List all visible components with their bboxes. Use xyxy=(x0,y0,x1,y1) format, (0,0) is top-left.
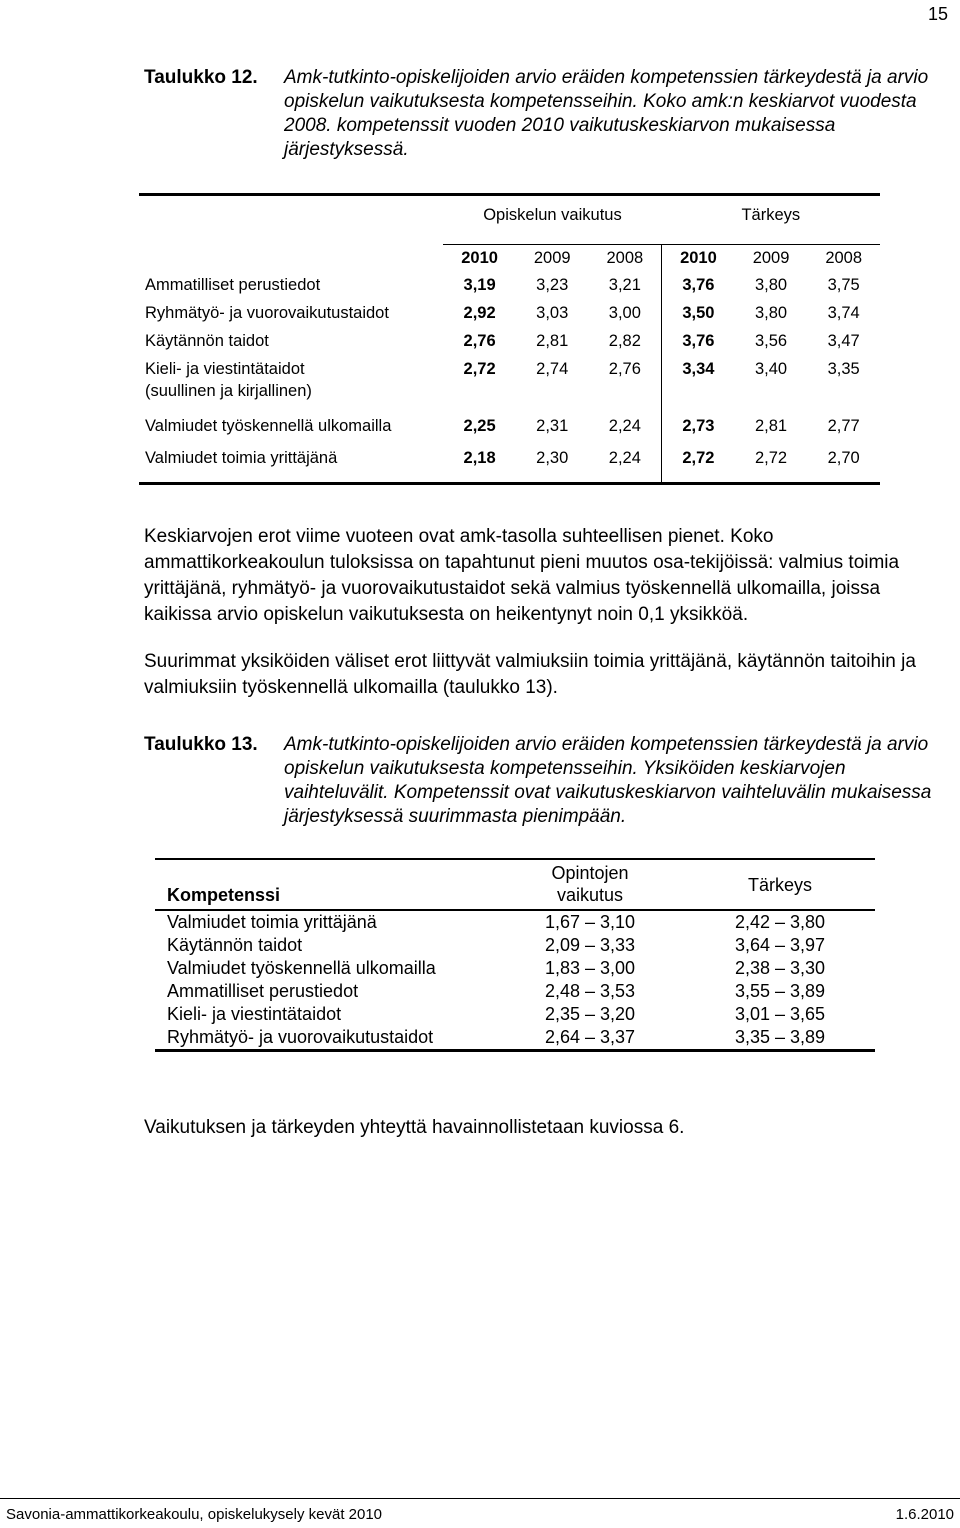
competence-range-table-13 xyxy=(155,858,875,1052)
header-line: Opintojen xyxy=(551,863,629,883)
importance-range: 3,64 – 3,97 xyxy=(734,935,826,955)
competence-table-12 xyxy=(139,193,880,485)
table12-year-header: 2010 xyxy=(443,245,516,272)
table12-year-row xyxy=(139,245,880,272)
importance-range: 3,01 – 3,65 xyxy=(734,1004,826,1024)
value-cell: 3,34 xyxy=(662,355,735,412)
table-row xyxy=(139,299,880,327)
table-row xyxy=(155,980,875,1003)
value-cell: 2,76 xyxy=(463,331,496,350)
table13-caption xyxy=(144,733,934,829)
value-cell: 3,76 xyxy=(662,327,735,355)
value-cell: 2,24 xyxy=(608,448,641,467)
table-row xyxy=(139,355,880,412)
value-cell: 3,50 xyxy=(662,299,735,327)
body-paragraph: Keskiarvojen erot viime vuoteen ovat amk-tasolla suhteellisen pienet. Koko ammattikorkeakoulun tuloksissa on tapahtunut pieni muutos osa-tekijöissä: valmius toimia yrittäjänä, ryhmätyö- ja vuorovaikutustaidot sekä valmius työskennellä ulkomailla, joissa kaikissa arvio opiskelun vaikutuksesta on heikentynyt noin 0,1 yksikköä. xyxy=(144,526,900,625)
value-cell: 3,00 xyxy=(608,303,641,322)
table12-year-header: 2008 xyxy=(807,245,880,272)
value-cell: 2,24 xyxy=(608,416,641,435)
impact-range: 1,83 – 3,00 xyxy=(544,958,636,978)
value-cell: 2,74 xyxy=(536,360,569,378)
table-row xyxy=(155,934,875,957)
row-label: Valmiudet toimia yrittäjänä xyxy=(145,448,338,467)
value-cell: 3,75 xyxy=(827,275,860,294)
value-cell: 2,82 xyxy=(608,331,641,350)
table12-year-header: 2010 xyxy=(662,245,735,272)
table13-caption-label: Taulukko 13. xyxy=(144,734,258,755)
table-row xyxy=(155,910,875,934)
table13-header-row xyxy=(155,859,875,910)
row-label: Käytännön taidot xyxy=(167,935,303,955)
row-label-line: (suullinen ja kirjallinen) xyxy=(145,382,312,400)
row-label: Valmiudet toimia yrittäjänä xyxy=(167,912,377,932)
value-cell: 2,76 xyxy=(608,360,641,378)
value-cell: 2,72 xyxy=(463,360,496,378)
value-cell: 3,80 xyxy=(754,275,788,294)
row-label-line: Kieli- ja viestintätaidot xyxy=(145,360,305,378)
value-cell: 2,92 xyxy=(463,303,496,322)
value-cell: 2,77 xyxy=(827,416,860,435)
table12-year-header: 2009 xyxy=(516,245,589,272)
table12-group-header-importance: Tärkeys xyxy=(741,205,801,224)
row-label: Ammatilliset perustiedot xyxy=(145,275,321,294)
table13-caption-text: Amk-tutkinto-opiskelijoiden arvio eräiden kompetenssien tärkeydestä ja arvio opiskelun vaikutuksesta kompetensseihin. Yksiköiden keskiarvojen vaihteluvälit. Kompetenssit ovat vaikutuskeskiarvon vaihteluvälin mukaisessa järjestyksessä suurimmasta pienimpään. xyxy=(284,734,932,827)
value-cell: 2,81 xyxy=(536,331,569,350)
value-cell: 3,21 xyxy=(608,275,641,294)
footer-divider xyxy=(0,1498,960,1499)
row-label: Käytännön taidot xyxy=(145,331,269,350)
table13-header-impact xyxy=(495,859,685,910)
impact-range: 2,48 – 3,53 xyxy=(544,981,636,1001)
value-cell: 3,56 xyxy=(754,331,788,350)
table12-group-header-impact: Opiskelun vaikutus xyxy=(483,205,622,224)
table13-header-competence: Kompetenssi xyxy=(155,859,495,910)
footer-date: 1.6.2010 xyxy=(895,1506,954,1523)
value-cell: 2,18 xyxy=(463,448,496,467)
value-cell: 3,19 xyxy=(463,275,496,294)
value-cell: 2,72 xyxy=(662,440,735,484)
importance-range: 2,42 – 3,80 xyxy=(734,912,826,932)
value-cell: 3,76 xyxy=(662,271,735,299)
row-label: Ryhmätyö- ja vuorovaikutustaidot xyxy=(145,303,389,322)
body-paragraph: Vaikutuksen ja tärkeyden yhteyttä havainnollistetaan kuviossa 6. xyxy=(144,1117,685,1138)
value-cell: 3,74 xyxy=(827,303,860,322)
table-row xyxy=(155,1003,875,1026)
table12-caption-text: Amk-tutkinto-opiskelijoiden arvio eräiden kompetenssien tärkeydestä ja arvio opiskelun vaikutuksesta kompetensseihin. Koko amk:n keskiarvot vuodesta 2008. kompetenssit vuoden 2010 vaikutuskeskiarvon mukaisessa järjestyksessä. xyxy=(284,67,929,160)
value-cell: 3,35 xyxy=(827,360,860,378)
footer-organization: Savonia-ammattikorkeakoulu, opiskelukysely kevät 2010 xyxy=(6,1506,383,1523)
table12-year-header: 2008 xyxy=(589,245,662,272)
table-row xyxy=(139,412,880,440)
table-row xyxy=(139,327,880,355)
value-cell: 3,80 xyxy=(754,303,788,322)
value-cell: 3,23 xyxy=(536,275,569,294)
table12-spacer-row xyxy=(139,230,880,245)
importance-range: 2,38 – 3,30 xyxy=(734,958,826,978)
table12-year-header: 2009 xyxy=(735,245,808,272)
importance-range: 3,55 – 3,89 xyxy=(734,981,826,1001)
value-cell: 2,70 xyxy=(827,448,860,467)
impact-range: 2,09 – 3,33 xyxy=(544,935,636,955)
value-cell: 2,81 xyxy=(754,416,788,435)
value-cell: 2,72 xyxy=(754,448,788,467)
impact-range: 2,35 – 3,20 xyxy=(544,1004,636,1024)
row-label: Valmiudet työskennellä ulkomailla xyxy=(167,958,436,978)
value-cell: 2,25 xyxy=(463,416,496,435)
table-row xyxy=(155,957,875,980)
row-label: Ryhmätyö- ja vuorovaikutustaidot xyxy=(167,1027,434,1047)
row-label: Kieli- ja viestintätaidot xyxy=(167,1004,342,1024)
table13-header-importance: Tärkeys xyxy=(685,859,875,910)
value-cell: 2,30 xyxy=(536,448,569,467)
table-row xyxy=(139,440,880,484)
impact-range: 2,64 – 3,37 xyxy=(544,1027,636,1047)
value-cell: 3,47 xyxy=(827,331,860,350)
table12-caption xyxy=(144,66,934,162)
page-number: 15 xyxy=(927,4,948,24)
table-row xyxy=(155,1026,875,1051)
value-cell: 2,73 xyxy=(662,412,735,440)
value-cell: 2,31 xyxy=(536,416,569,435)
body-paragraph: Suurimmat yksiköiden väliset erot liittyvät valmiuksiin toimia yrittäjänä, käytännön taitoihin ja valmiuksiin työskennellä ulkomailla (taulukko 13). xyxy=(144,651,916,698)
table12-corner-cell xyxy=(139,195,443,231)
row-label xyxy=(139,355,443,412)
impact-range: 1,67 – 3,10 xyxy=(544,912,636,932)
table12-group-header-row xyxy=(139,195,880,231)
header-line: vaikutus xyxy=(556,885,624,905)
row-label: Ammatilliset perustiedot xyxy=(167,981,359,1001)
value-cell: 3,40 xyxy=(754,360,788,378)
value-cell: 3,03 xyxy=(536,303,569,322)
row-label: Valmiudet työskennellä ulkomailla xyxy=(145,416,392,435)
table12-caption-label: Taulukko 12. xyxy=(144,67,258,88)
importance-range: 3,35 – 3,89 xyxy=(734,1027,826,1047)
table-row xyxy=(139,271,880,299)
